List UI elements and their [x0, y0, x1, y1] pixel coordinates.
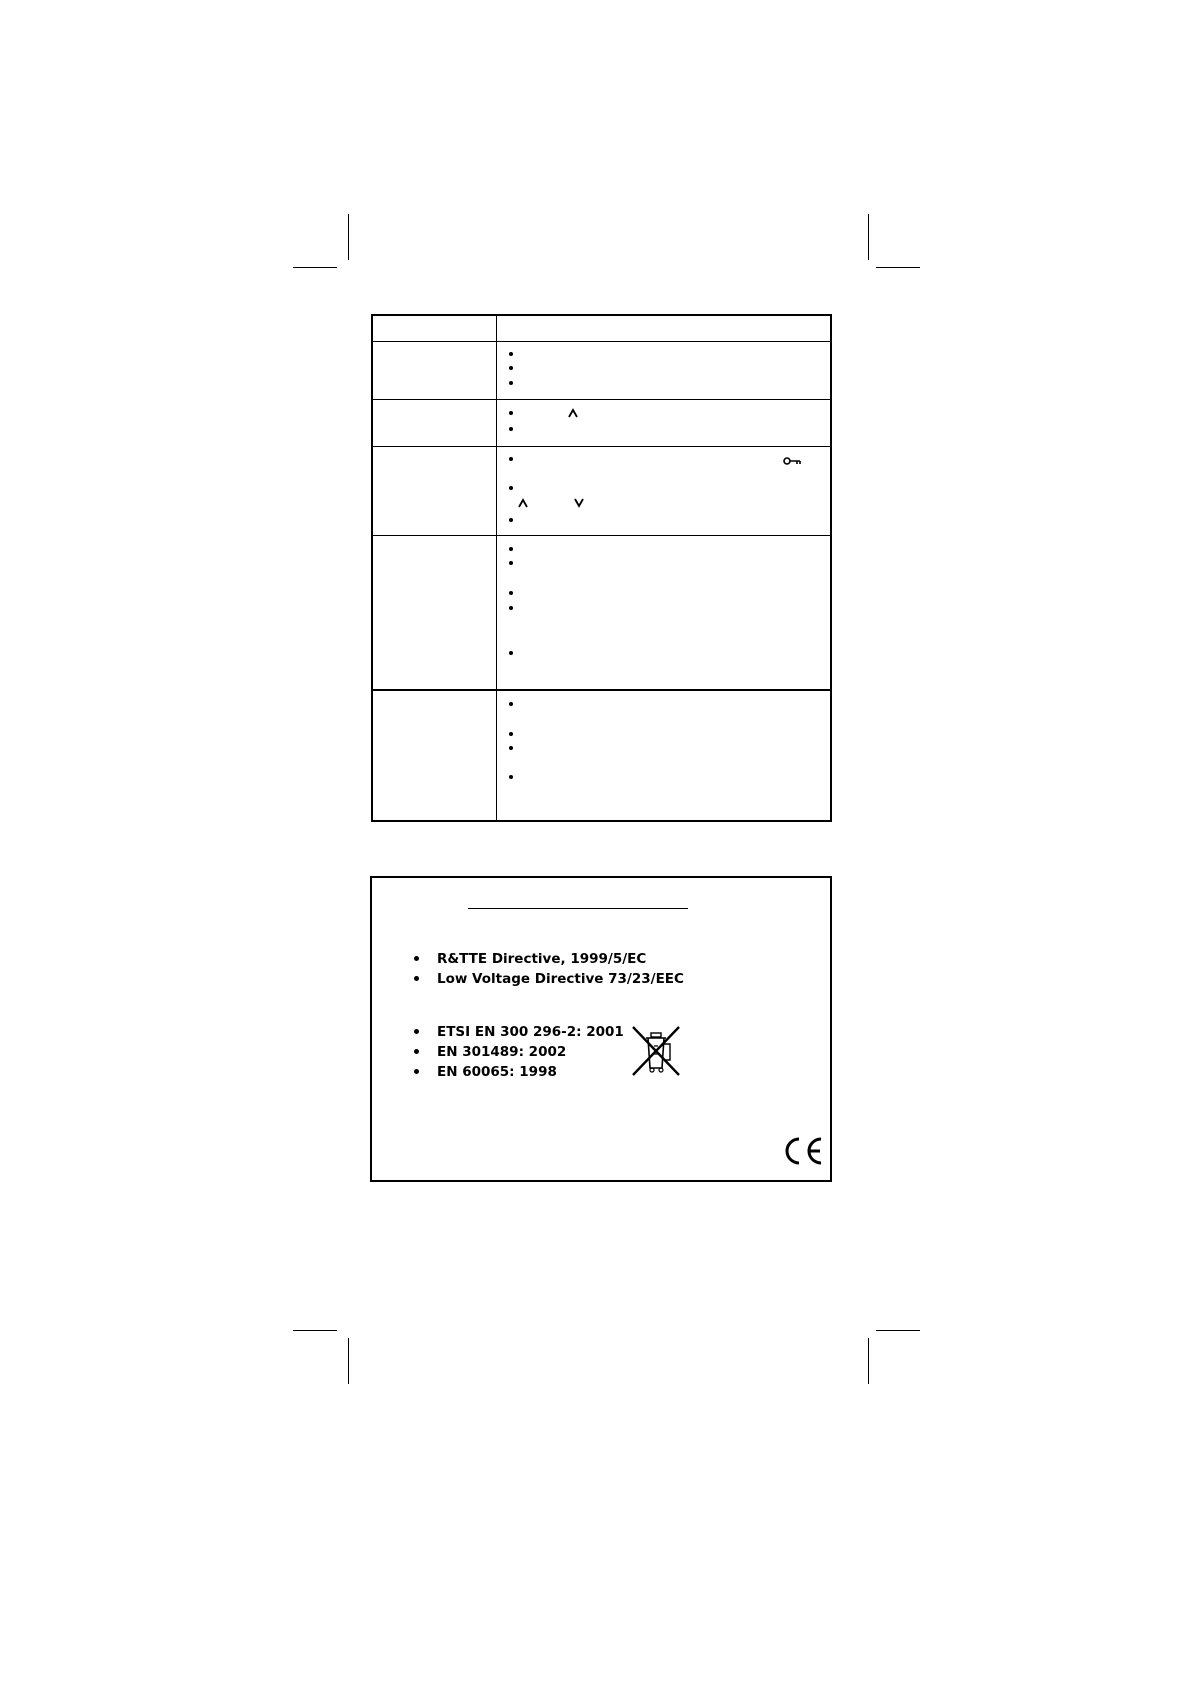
bullet-dot: [414, 1069, 419, 1074]
crop-mark-bottom-left-vertical: [348, 1338, 349, 1384]
table-bullet: [509, 518, 513, 522]
ce-mark-icon: [782, 1136, 824, 1170]
table-header-divider: [373, 341, 830, 342]
table-bullet: [509, 381, 513, 385]
crop-mark-top-right-horizontal: [876, 267, 920, 268]
table-bullet: [509, 366, 513, 370]
crop-mark-top-left-horizontal: [293, 267, 337, 268]
table-bullet: [509, 486, 513, 490]
crop-mark-top-right-vertical: [868, 214, 869, 260]
table-bullet: [509, 457, 513, 461]
bullet-dot: [414, 1029, 419, 1034]
key-icon: [783, 456, 801, 466]
bullet-dot: [414, 976, 419, 981]
standard-label: ETSI EN 300 296-2: 2001: [437, 1024, 624, 1040]
directive-item: [414, 970, 684, 988]
table-column-divider: [496, 316, 497, 820]
standard-item: [414, 1023, 624, 1041]
table-row-divider: [373, 399, 830, 400]
troubleshooting-table: [371, 314, 832, 822]
caret-down-icon: [574, 498, 584, 508]
table-bullet: [509, 561, 513, 565]
table-bullet: [509, 651, 513, 655]
table-bullet: [509, 702, 513, 706]
crop-mark-bottom-left-horizontal: [293, 1330, 337, 1331]
table-bullet: [509, 427, 513, 431]
crop-mark-bottom-right-vertical: [868, 1338, 869, 1384]
declaration-box: [370, 876, 832, 1182]
table-row-divider: [373, 446, 830, 447]
caret-up-icon: [518, 498, 528, 508]
table-bullet: [509, 352, 513, 356]
standard-label: EN 60065: 1998: [437, 1064, 557, 1080]
table-bullet: [509, 606, 513, 610]
table-bullet: [509, 775, 513, 779]
crop-mark-top-left-vertical: [348, 214, 349, 260]
standard-item: [414, 1043, 566, 1061]
table-row-divider: [373, 689, 830, 691]
bullet-dot: [414, 956, 419, 961]
table-bullet: [509, 732, 513, 736]
bullet-dot: [414, 1049, 419, 1054]
caret-up-icon: [568, 408, 578, 418]
heading-underline: [468, 908, 688, 909]
weee-crossed-bin-icon: [630, 1024, 682, 1082]
table-bullet: [509, 411, 513, 415]
directive-label: R&TTE Directive, 1999/5/EC: [437, 951, 647, 967]
table-bullet: [509, 547, 513, 551]
directive-label: Low Voltage Directive 73/23/EEC: [437, 971, 684, 987]
standard-item: [414, 1063, 557, 1081]
table-bullet: [509, 746, 513, 750]
standard-label: EN 301489: 2002: [437, 1044, 567, 1060]
crop-mark-bottom-right-horizontal: [876, 1330, 920, 1331]
directive-item: [414, 950, 646, 968]
table-row-divider: [373, 535, 830, 536]
table-bullet: [509, 591, 513, 595]
